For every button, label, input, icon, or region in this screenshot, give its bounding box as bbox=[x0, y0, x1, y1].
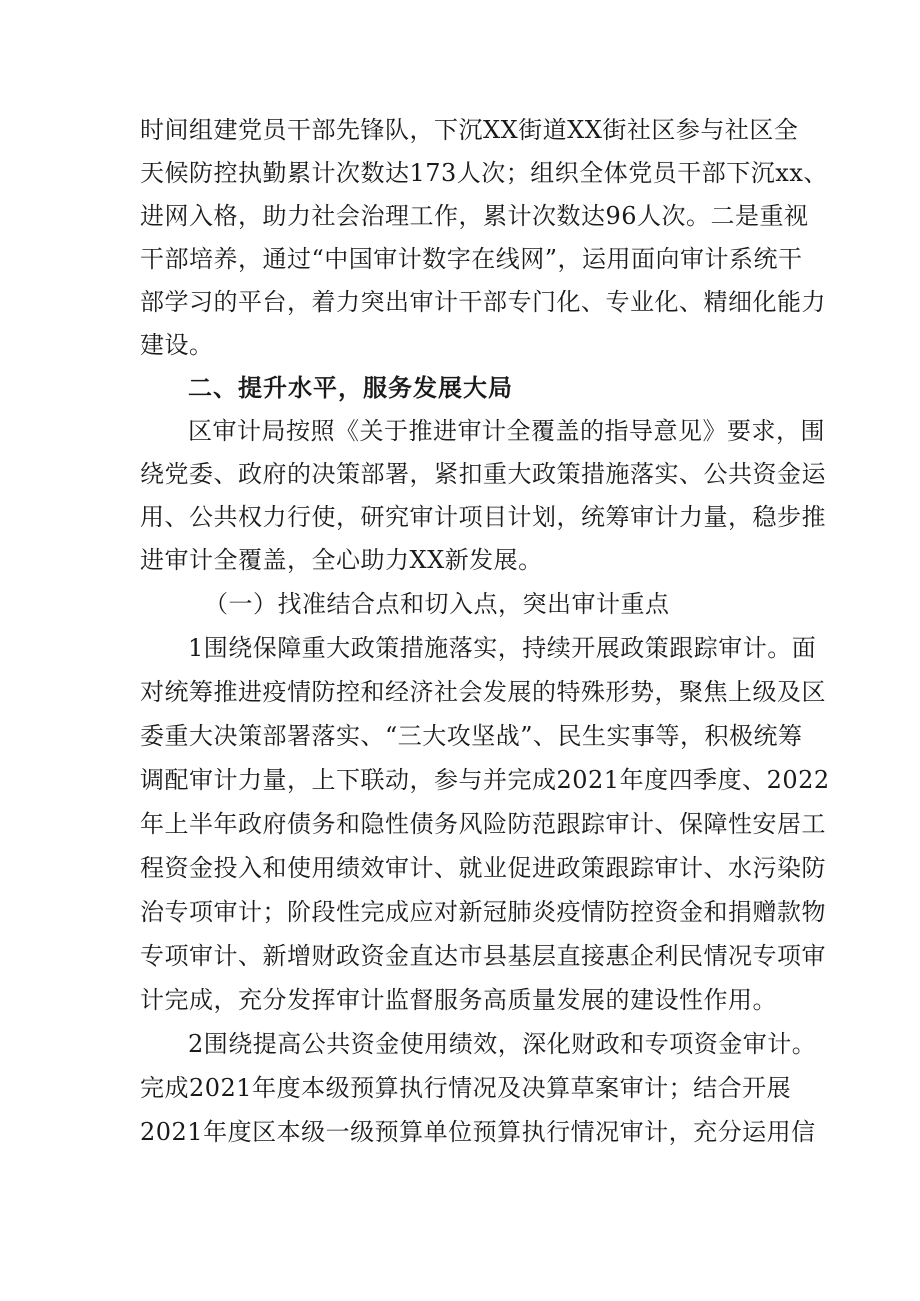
text-line: 1围绕保障重大政策措施落实，持续开展政策跟踪审计。面 bbox=[188, 634, 817, 662]
text-line: 绕党委、政府的决策部署，紧扣重大政策措施落实、公共资金运 bbox=[140, 460, 826, 488]
section-heading: 二、提升水平，服务发展大局 bbox=[188, 374, 513, 402]
text-line: 程资金投入和使用绩效审计、就业促进政策跟踪审计、水污染防 bbox=[140, 854, 826, 882]
text-line: 年上半年政府债务和隐性债务风险防范跟踪审计、保障性安居工 bbox=[140, 810, 826, 838]
text-line: 治专项审计；阶段性完成应对新冠肺炎疫情防控资金和捐赠款物 bbox=[140, 898, 826, 926]
text-line: 2021年度区本级一级预算单位预算执行情况审计，充分运用信 bbox=[140, 1118, 816, 1146]
text-line: 2围绕提高公共资金使用绩效，深化财政和专项资金审计。 bbox=[188, 1030, 817, 1058]
text-line: 时间组建党员干部先锋队，下沉XX街道XX街社区参与社区全 bbox=[140, 116, 799, 144]
subsection-heading: （一）找准结合点和切入点，突出审计重点 bbox=[204, 590, 670, 618]
text-line: 对统筹推进疫情防控和经济社会发展的特殊形势，聚焦上级及区 bbox=[140, 678, 826, 706]
text-line: 完成2021年度本级预算执行情况及决算草案审计；结合开展 bbox=[140, 1074, 792, 1102]
text-line: 调配审计力量，上下联动，参与并完成2021年度四季度、2022 bbox=[140, 766, 830, 794]
text-line: 干部培养，通过“中国审计数字在线网”，运用面向审计系统干 bbox=[140, 245, 803, 273]
text-line: 天候防控执勤累计次数达173人次；组织全体党员干部下沉xx、 bbox=[140, 159, 828, 187]
text-line: 建设。 bbox=[140, 331, 214, 359]
text-line: 专项审计、新增财政资金直达市县基层直接惠企利民情况专项审 bbox=[140, 942, 826, 970]
text-line: 委重大决策部署落实、“三大攻坚战”、民生实事等，积极统筹 bbox=[140, 722, 803, 750]
text-line: 进网入格，助力社会治理工作，累计次数达96人次。二是重视 bbox=[140, 202, 809, 230]
text-line: 用、公共权力行使，研究审计项目计划，统筹审计力量，稳步推 bbox=[140, 503, 826, 531]
text-line: 部学习的平台，着力突出审计干部专门化、专业化、精细化能力 bbox=[140, 288, 826, 316]
text-line: 区审计局按照《关于推进审计全覆盖的指导意见》要求，围 bbox=[188, 417, 825, 445]
text-line: 进审计全覆盖，全心助力XX新发展。 bbox=[140, 546, 543, 574]
text-line: 计完成，充分发挥审计监督服务高质量发展的建设性作用。 bbox=[140, 986, 777, 1014]
